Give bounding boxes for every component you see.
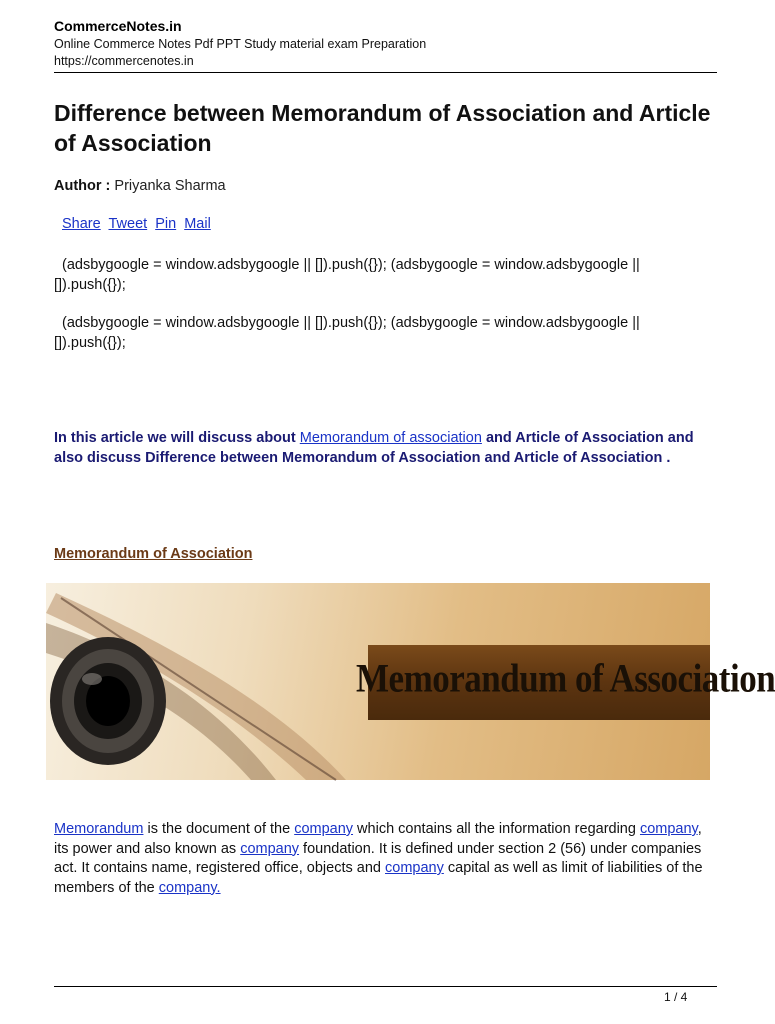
tweet-link[interactable]: Tweet xyxy=(108,216,148,232)
ad-code-line: (adsbygoogle = window.adsbygoogle || []).push({}); (adsbygoogle = window.adsbygoogle || xyxy=(62,315,640,331)
memorandum-definition-paragraph xyxy=(54,820,714,898)
header-divider xyxy=(54,72,717,73)
author-line xyxy=(54,178,226,194)
ad-code-line: (adsbygoogle = window.adsbygoogle || []).push({}); (adsbygoogle = window.adsbygoogle || xyxy=(62,257,640,273)
memorandum-of-association-link[interactable]: Memorandum of association xyxy=(299,430,482,446)
ad-code-line: []).push({}); xyxy=(54,335,126,351)
company-link[interactable]: company xyxy=(240,840,300,857)
intro-paragraph xyxy=(54,429,714,468)
site-tagline: Online Commerce Notes Pdf PPT Study material exam Preparation xyxy=(54,37,427,51)
intro-text: In this article we will discuss about xyxy=(54,430,300,446)
intro-text: and Article of Association and also discuss Difference between Memorandum of Association and Article of Association . xyxy=(54,430,694,466)
body-text: which contains all the information regarding xyxy=(353,821,640,837)
ad-code-block-1 xyxy=(54,255,704,295)
page-title: Difference between Memorandum of Association and Article of Association xyxy=(54,100,711,156)
body-text: foundation. It is defined under section 2 (56) under companies act. It contains name, registered office, objects and xyxy=(54,840,702,876)
section-heading-memorandum[interactable]: Memorandum of Association xyxy=(54,546,253,562)
banner-title: Memorandum of Association xyxy=(356,656,775,701)
company-link[interactable]: company xyxy=(294,821,354,837)
share-link[interactable]: Share xyxy=(62,216,101,232)
footer-divider xyxy=(54,986,717,987)
site-name: CommerceNotes.in xyxy=(54,18,182,34)
memorandum-link[interactable]: Memorandum xyxy=(54,821,144,837)
page-number: 1 / 4 xyxy=(664,990,688,1004)
ad-code-line: []).push({}); xyxy=(54,277,126,293)
pin-link[interactable]: Pin xyxy=(155,216,177,232)
memorandum-banner-image xyxy=(46,583,775,780)
site-url: https://commercenotes.in xyxy=(54,54,194,68)
body-text: , its power and also known as xyxy=(54,821,702,857)
body-text: is the document of the xyxy=(143,821,295,837)
share-links xyxy=(62,216,215,232)
mail-link[interactable]: Mail xyxy=(184,216,211,232)
company-link[interactable]: company xyxy=(385,860,444,876)
author-name: Priyanka Sharma xyxy=(114,178,226,194)
company-link[interactable]: company. xyxy=(158,879,221,896)
body-text: capital as well as limit of liabilities of the members of the xyxy=(54,860,703,896)
company-link[interactable]: company xyxy=(639,821,698,837)
author-label: Author : xyxy=(54,178,111,194)
ad-code-block-2 xyxy=(54,313,704,353)
